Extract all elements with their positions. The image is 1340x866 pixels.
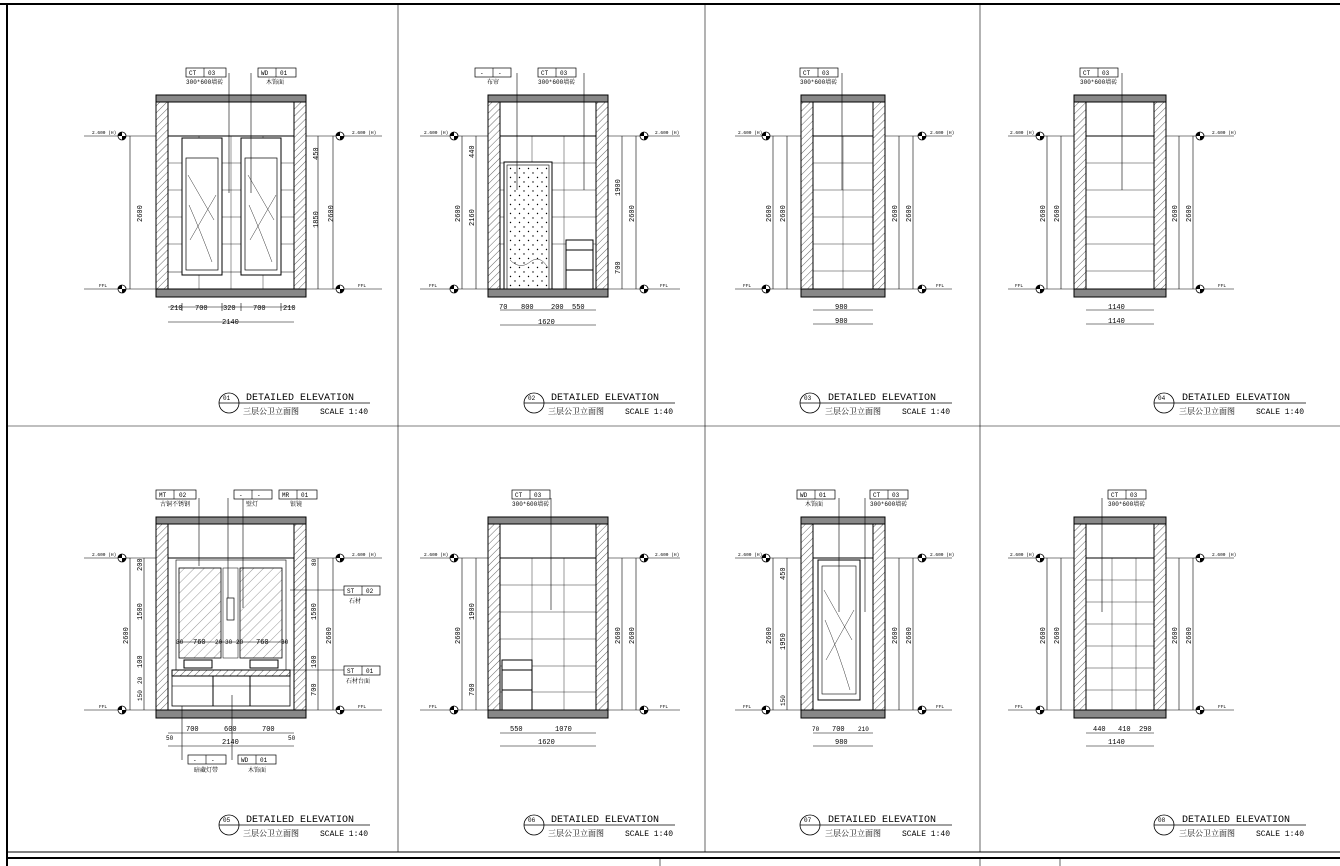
svg-text:三层公卫立面图: 三层公卫立面图 xyxy=(1179,408,1235,417)
svg-text:1500: 1500 xyxy=(137,603,145,620)
svg-text:三层公卫立面图: 三层公卫立面图 xyxy=(548,830,604,839)
svg-text:FFL: FFL xyxy=(743,705,752,710)
svg-text:50: 50 xyxy=(288,735,296,742)
svg-text:FFL: FFL xyxy=(99,705,108,710)
svg-text:1140: 1140 xyxy=(1108,739,1125,747)
svg-text:三层公卫立面图: 三层公卫立面图 xyxy=(825,830,881,839)
svg-text:FFL: FFL xyxy=(358,284,367,289)
svg-text:2600: 2600 xyxy=(629,627,637,644)
svg-text:700: 700 xyxy=(311,683,319,696)
svg-text:FFL: FFL xyxy=(1218,284,1227,289)
svg-text:03: 03 xyxy=(208,70,216,77)
svg-text:210: 210 xyxy=(283,305,296,313)
title-block xyxy=(219,815,370,839)
svg-text:CT: CT xyxy=(803,70,811,77)
svg-text:暗藏灯带: 暗藏灯带 xyxy=(194,767,219,774)
svg-text:-: - xyxy=(211,757,215,764)
svg-text:1500: 1500 xyxy=(311,603,319,620)
svg-text:760: 760 xyxy=(193,639,206,647)
svg-text:300*600墙砖: 300*600墙砖 xyxy=(870,501,908,508)
svg-text:DETAILED ELEVATION: DETAILED ELEVATION xyxy=(551,393,660,404)
elevation-panel-05 xyxy=(84,490,382,839)
svg-text:02: 02 xyxy=(179,492,187,499)
svg-text:WD: WD xyxy=(241,757,249,764)
svg-text:2600: 2600 xyxy=(328,205,336,222)
svg-text:FFL: FFL xyxy=(743,284,752,289)
svg-text:980: 980 xyxy=(835,304,848,312)
svg-text:FFL: FFL xyxy=(936,284,945,289)
svg-text:300*600墙砖: 300*600墙砖 xyxy=(1108,501,1146,508)
svg-text:100: 100 xyxy=(137,655,145,668)
svg-text:FFL: FFL xyxy=(660,284,669,289)
svg-text:05: 05 xyxy=(223,817,231,824)
svg-text:100: 100 xyxy=(311,655,319,668)
material-tag xyxy=(475,68,576,86)
svg-text:-: - xyxy=(193,757,197,764)
svg-text:08: 08 xyxy=(1158,817,1166,824)
svg-text:CT: CT xyxy=(515,492,523,499)
svg-text:03: 03 xyxy=(892,492,900,499)
elevation-panel-02 xyxy=(420,68,680,417)
svg-text:2600: 2600 xyxy=(137,205,145,222)
svg-text:2600: 2600 xyxy=(1172,627,1180,644)
svg-text:CT: CT xyxy=(1083,70,1091,77)
svg-text:800: 800 xyxy=(521,304,534,312)
svg-text:440: 440 xyxy=(1093,726,1106,734)
svg-text:SCALE 1:40: SCALE 1:40 xyxy=(902,830,951,839)
svg-text:700: 700 xyxy=(186,726,199,734)
material-tag xyxy=(1108,490,1146,508)
svg-text:20: 20 xyxy=(215,639,223,646)
svg-text:2.600 (H): 2.600 (H) xyxy=(424,553,449,558)
svg-text:-: - xyxy=(498,70,502,77)
svg-text:2.600 (H): 2.600 (H) xyxy=(1212,131,1237,136)
svg-text:SCALE 1:40: SCALE 1:40 xyxy=(902,408,951,417)
svg-text:2600: 2600 xyxy=(906,205,914,222)
svg-text:2600: 2600 xyxy=(1054,627,1062,644)
svg-text:2600: 2600 xyxy=(766,627,774,644)
svg-text:2600: 2600 xyxy=(123,627,131,644)
svg-text:2600: 2600 xyxy=(892,205,900,222)
svg-text:SCALE 1:40: SCALE 1:40 xyxy=(320,830,369,839)
svg-text:550: 550 xyxy=(572,304,585,312)
svg-text:FFL: FFL xyxy=(99,284,108,289)
svg-text:FFL: FFL xyxy=(936,705,945,710)
svg-text:1850: 1850 xyxy=(313,211,321,228)
svg-text:DETAILED ELEVATION: DETAILED ELEVATION xyxy=(246,815,355,826)
svg-text:木饰面: 木饰面 xyxy=(266,79,285,86)
svg-text:02: 02 xyxy=(528,395,536,402)
elevation-panel-08 xyxy=(1008,490,1306,839)
material-tag xyxy=(186,68,296,86)
svg-text:2160: 2160 xyxy=(469,209,477,226)
svg-text:600: 600 xyxy=(224,726,237,734)
svg-text:200: 200 xyxy=(137,558,145,571)
svg-text:700: 700 xyxy=(615,261,623,274)
svg-text:-: - xyxy=(239,492,243,499)
dimension-text xyxy=(455,603,637,747)
svg-text:2.600 (H): 2.600 (H) xyxy=(352,131,377,136)
svg-text:2.600 (H): 2.600 (H) xyxy=(1212,553,1237,558)
svg-text:三层公卫立面图: 三层公卫立面图 xyxy=(243,408,299,417)
dimension-text xyxy=(1040,205,1194,326)
svg-text:300*600墙砖: 300*600墙砖 xyxy=(186,79,224,86)
svg-text:2600: 2600 xyxy=(1054,205,1062,222)
svg-text:30: 30 xyxy=(225,639,233,646)
structure xyxy=(84,73,382,297)
structure xyxy=(1008,73,1237,297)
svg-text:320: 320 xyxy=(223,305,236,313)
svg-text:2.600 (H): 2.600 (H) xyxy=(424,131,449,136)
svg-text:440: 440 xyxy=(469,145,477,158)
svg-text:2.600 (H): 2.600 (H) xyxy=(92,131,117,136)
svg-text:DETAILED ELEVATION: DETAILED ELEVATION xyxy=(828,815,937,826)
title-block xyxy=(800,815,952,839)
svg-text:DETAILED ELEVATION: DETAILED ELEVATION xyxy=(1182,815,1291,826)
svg-text:1620: 1620 xyxy=(538,319,555,327)
svg-text:SCALE 1:40: SCALE 1:40 xyxy=(1256,830,1305,839)
svg-text:980: 980 xyxy=(835,739,848,747)
svg-text:01: 01 xyxy=(280,70,288,77)
svg-text:2.600 (H): 2.600 (H) xyxy=(930,553,955,558)
structure xyxy=(420,73,680,297)
title-block xyxy=(1154,815,1306,839)
svg-text:2600: 2600 xyxy=(615,627,623,644)
svg-text:04: 04 xyxy=(1158,395,1166,402)
svg-text:银镜: 银镜 xyxy=(290,501,303,508)
svg-text:2600: 2600 xyxy=(766,205,774,222)
svg-text:150: 150 xyxy=(780,695,787,706)
svg-text:2.600 (H): 2.600 (H) xyxy=(738,553,763,558)
svg-text:300*600墙砖: 300*600墙砖 xyxy=(800,79,838,86)
title-block xyxy=(1154,393,1306,417)
svg-text:03: 03 xyxy=(822,70,830,77)
elevation-panel-03 xyxy=(735,68,954,417)
svg-text:700: 700 xyxy=(253,305,266,313)
svg-text:FFL: FFL xyxy=(1218,705,1227,710)
svg-text:古铜不锈钢: 古铜不锈钢 xyxy=(160,501,191,508)
structure xyxy=(735,498,955,718)
svg-text:FFL: FFL xyxy=(358,705,367,710)
svg-text:CT: CT xyxy=(873,492,881,499)
svg-text:MT: MT xyxy=(159,492,167,499)
svg-text:SCALE 1:40: SCALE 1:40 xyxy=(625,408,674,417)
svg-text:1900: 1900 xyxy=(469,603,477,620)
svg-text:2600: 2600 xyxy=(892,627,900,644)
svg-text:30: 30 xyxy=(176,639,184,646)
svg-text:210: 210 xyxy=(170,305,183,313)
svg-text:150: 150 xyxy=(137,690,144,701)
svg-text:410: 410 xyxy=(1118,726,1131,734)
svg-text:03: 03 xyxy=(560,70,568,77)
svg-text:210: 210 xyxy=(858,726,869,733)
svg-text:2.600 (H): 2.600 (H) xyxy=(1010,131,1035,136)
svg-text:450: 450 xyxy=(780,567,788,580)
material-tag xyxy=(1080,68,1118,86)
svg-text:1950: 1950 xyxy=(780,633,788,650)
svg-text:2600: 2600 xyxy=(780,205,788,222)
svg-text:980: 980 xyxy=(835,318,848,326)
svg-text:1900: 1900 xyxy=(615,179,623,196)
elevation-panel-06 xyxy=(420,490,680,839)
svg-text:450: 450 xyxy=(313,147,321,160)
svg-text:FFL: FFL xyxy=(429,705,438,710)
svg-text:2600: 2600 xyxy=(1186,627,1194,644)
svg-text:700: 700 xyxy=(469,683,477,696)
svg-text:FFL: FFL xyxy=(660,705,669,710)
svg-text:1070: 1070 xyxy=(555,726,572,734)
svg-text:2600: 2600 xyxy=(906,627,914,644)
svg-text:1620: 1620 xyxy=(538,739,555,747)
svg-text:石材台面: 石材台面 xyxy=(346,678,371,685)
svg-text:07: 07 xyxy=(804,817,812,824)
svg-text:20: 20 xyxy=(236,639,244,646)
material-tag xyxy=(797,490,908,508)
svg-text:三层公卫立面图: 三层公卫立面图 xyxy=(1179,830,1235,839)
svg-text:80: 80 xyxy=(311,558,318,566)
dimension-text xyxy=(766,205,914,326)
svg-text:ST: ST xyxy=(347,668,355,675)
svg-text:70: 70 xyxy=(812,726,820,733)
svg-text:01: 01 xyxy=(260,757,268,764)
svg-text:760: 760 xyxy=(256,639,269,647)
svg-text:CT: CT xyxy=(189,70,197,77)
svg-text:01: 01 xyxy=(819,492,827,499)
svg-text:550: 550 xyxy=(510,726,523,734)
svg-text:2.600 (H): 2.600 (H) xyxy=(92,553,117,558)
svg-text:30: 30 xyxy=(281,639,289,646)
title-block xyxy=(800,393,952,417)
structure xyxy=(1008,498,1237,718)
structure xyxy=(735,73,955,297)
svg-text:200: 200 xyxy=(551,304,564,312)
svg-text:WD: WD xyxy=(800,492,808,499)
svg-text:FFL: FFL xyxy=(1015,705,1024,710)
svg-text:300*600墙砖: 300*600墙砖 xyxy=(512,501,550,508)
svg-text:SCALE 1:40: SCALE 1:40 xyxy=(625,830,674,839)
svg-text:壁灯: 壁灯 xyxy=(246,501,259,508)
svg-text:2140: 2140 xyxy=(222,739,239,747)
svg-text:700: 700 xyxy=(832,726,845,734)
svg-text:2600: 2600 xyxy=(1040,205,1048,222)
elevation-panel-07 xyxy=(735,490,954,839)
dimension-text xyxy=(1040,627,1194,747)
svg-text:ST: ST xyxy=(347,588,355,595)
svg-text:石材: 石材 xyxy=(349,598,362,605)
svg-text:FFL: FFL xyxy=(1015,284,1024,289)
svg-text:03: 03 xyxy=(804,395,812,402)
svg-text:2600: 2600 xyxy=(1172,205,1180,222)
svg-text:06: 06 xyxy=(528,817,536,824)
svg-text:MR: MR xyxy=(282,492,290,499)
svg-text:SCALE 1:40: SCALE 1:40 xyxy=(1256,408,1305,417)
svg-text:-: - xyxy=(480,70,484,77)
svg-text:03: 03 xyxy=(1102,70,1110,77)
svg-text:2.600 (H): 2.600 (H) xyxy=(1010,553,1035,558)
svg-text:-: - xyxy=(257,492,261,499)
svg-text:2600: 2600 xyxy=(1186,205,1194,222)
svg-text:FFL: FFL xyxy=(429,284,438,289)
material-tag xyxy=(800,68,838,86)
elevation-panel-04 xyxy=(1008,68,1306,417)
svg-text:2600: 2600 xyxy=(326,627,334,644)
svg-text:SCALE 1:40: SCALE 1:40 xyxy=(320,408,369,417)
svg-text:三层公卫立面图: 三层公卫立面图 xyxy=(548,408,604,417)
svg-text:700: 700 xyxy=(195,305,208,313)
svg-text:2600: 2600 xyxy=(455,627,463,644)
svg-text:01: 01 xyxy=(223,395,231,402)
svg-text:2.600 (H): 2.600 (H) xyxy=(930,131,955,136)
svg-text:70: 70 xyxy=(499,304,508,312)
svg-text:2600: 2600 xyxy=(629,205,637,222)
svg-text:DETAILED ELEVATION: DETAILED ELEVATION xyxy=(551,815,660,826)
svg-text:布帘: 布帘 xyxy=(487,79,500,86)
svg-text:DETAILED ELEVATION: DETAILED ELEVATION xyxy=(1182,393,1291,404)
material-tag xyxy=(512,490,550,508)
svg-text:木饰面: 木饰面 xyxy=(805,501,824,508)
svg-text:WD: WD xyxy=(261,70,269,77)
svg-text:300*600墙砖: 300*600墙砖 xyxy=(1080,79,1118,86)
structure xyxy=(420,498,680,718)
svg-text:三层公卫立面图: 三层公卫立面图 xyxy=(825,408,881,417)
svg-text:2600: 2600 xyxy=(455,205,463,222)
svg-text:20: 20 xyxy=(137,676,144,684)
title-block xyxy=(219,393,370,417)
svg-text:290: 290 xyxy=(1139,726,1152,734)
svg-text:01: 01 xyxy=(301,492,309,499)
title-block xyxy=(524,815,675,839)
svg-text:50: 50 xyxy=(166,735,174,742)
svg-text:1140: 1140 xyxy=(1108,318,1125,326)
elevation-panel-01 xyxy=(84,68,382,417)
svg-text:1140: 1140 xyxy=(1108,304,1125,312)
svg-text:2.600 (H): 2.600 (H) xyxy=(655,131,680,136)
svg-text:DETAILED ELEVATION: DETAILED ELEVATION xyxy=(246,393,355,404)
svg-text:DETAILED ELEVATION: DETAILED ELEVATION xyxy=(828,393,937,404)
svg-text:三层公卫立面图: 三层公卫立面图 xyxy=(243,830,299,839)
svg-text:03: 03 xyxy=(534,492,542,499)
svg-text:2.600 (H): 2.600 (H) xyxy=(655,553,680,558)
svg-text:01: 01 xyxy=(366,668,374,675)
svg-text:CT: CT xyxy=(1111,492,1119,499)
title-block xyxy=(524,393,675,417)
svg-text:2600: 2600 xyxy=(1040,627,1048,644)
svg-text:03: 03 xyxy=(1130,492,1138,499)
svg-text:2140: 2140 xyxy=(222,319,239,327)
svg-text:2.600 (H): 2.600 (H) xyxy=(352,553,377,558)
svg-text:木饰面: 木饰面 xyxy=(248,767,267,774)
svg-text:2.600 (H): 2.600 (H) xyxy=(738,131,763,136)
svg-text:CT: CT xyxy=(541,70,549,77)
svg-text:300*600墙砖: 300*600墙砖 xyxy=(538,79,576,86)
svg-text:02: 02 xyxy=(366,588,374,595)
svg-text:700: 700 xyxy=(262,726,275,734)
